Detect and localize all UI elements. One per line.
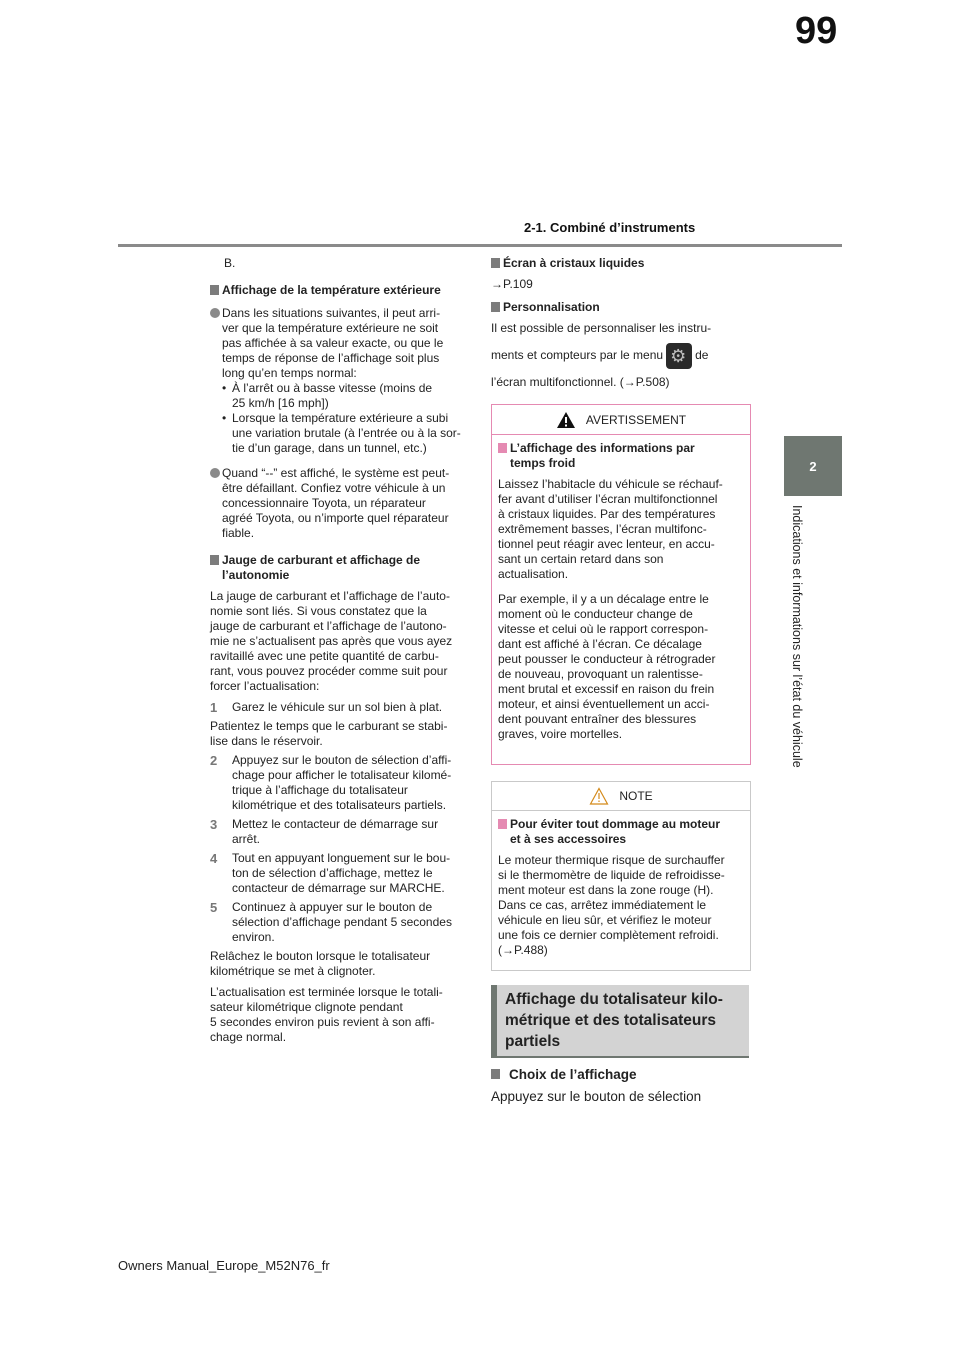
bullet-text: Dans les situations suivantes, il peut arri- ver que la température extérieure ne soit pas affichée à sa valeur exacte, ou que le temps de réponse de l’affichage soit plus long qu’en temps normal: (222, 306, 444, 380)
paragraph-release: Relâchez le bouton lorsque le totalisateur kilométrique se met à clignoter. (210, 949, 431, 978)
heading-lcd (491, 256, 749, 271)
header-rule (118, 244, 842, 247)
step-text: Garez le véhicule sur un sol bien à plat. (232, 700, 443, 714)
dash-text: À l’arrêt ou à basse vitesse (moins de 25 km/h [16 mph]) (232, 381, 433, 410)
dash-item-temp-change: • Lorsque la température extérieure a subi une variation brutale (à l’entrée ou à la sor- tie d’un garage, dans un tunnel, etc.) (222, 411, 461, 455)
section-title: 2-1. Combiné d’instruments (524, 220, 696, 235)
round-bullet-icon (210, 308, 220, 318)
paragraph-done: L’actualisation est terminée lorsque le totali- sateur kilométrique clignote pendant 5 secondes environ puis revient à son affi- chage normal. (210, 985, 443, 1044)
bullet-system-fault (210, 466, 468, 541)
paragraph-fuel: La jauge de carburant et l’affichage de l’auto- nomie sont liés. Si vous constatez que la jauge de carburant et l’affichage de l’autono- mie ne s’actualisent pas après que vous ayez ravitaillé avec une petite quantité de carbu- rant, vous pouvez procéder comme suit pour forcer l’actualisation: (210, 589, 453, 693)
step-text: Tout en appuyant longuement sur le bou- ton de sélection d’affichage, mettez le contacteur de démarrage sur MARCHE. (232, 851, 451, 895)
footer-text: Owners Manual_Europe_M52N76_fr (118, 1258, 330, 1273)
banner-rule (491, 1056, 749, 1058)
heading-text: Affichage de la température extérieure (222, 283, 441, 297)
paragraph-display-choice: Appuyez sur le bouton de sélection (491, 1089, 702, 1104)
warning-title: AVERTISSEMENT (585, 412, 687, 427)
step-text: Mettez le contacteur de démarrage sur arrêt. (232, 817, 439, 846)
heading-text: Choix de l’affichage (509, 1067, 637, 1082)
paragraph-customization-line2 (491, 342, 749, 369)
dash-text: Lorsque la température extérieure a subi une variation brutale (à l’entrée ou à la sor- tie d’un garage, dans un tunnel, etc.) (232, 411, 461, 455)
step-text: Continuez à appuyer sur le bouton de sélection d’affichage pendant 5 secondes environ. (232, 900, 452, 944)
note-title: NOTE (619, 789, 653, 803)
warning-paragraph-1: Laissez l’habitacle du véhicule se réchauf- fer avant d’utiliser l’écran multifonctionnel à cristaux liquides. Par des températures extrêmement basses, l’écran multifonc- tionnel peut réagir avec lenteur, en accu- sant un certain retard dans son actualisation. (498, 477, 723, 581)
step-4: 4 Tout en appuyant longuement sur le bou- ton de sélection d’affichage, mettez le contacteur de démarrage sur MARCHE. (210, 851, 451, 895)
warning-triangle-icon (556, 411, 576, 429)
square-bullet-icon (491, 1069, 500, 1079)
heading-text: Pour éviter tout dommage au moteur et à ses accessoires (510, 817, 721, 846)
square-bullet-icon (210, 555, 219, 565)
round-bullet-icon (210, 468, 220, 478)
step-1: 1 Garez le véhicule sur un sol bien à plat. (210, 700, 443, 715)
right-column-bottom (491, 1064, 749, 1108)
bullet-text: Quand “--” est affiché, le système est peut- être défaillant. Confiez votre véhicule à un concessionnaire Toyota, un réparateur agréé Toyota, ou n’importe quel réparateur fiable. (222, 466, 450, 540)
left-column (210, 256, 468, 1045)
heading-outside-temp (210, 283, 468, 298)
reference-lcd[interactable]: →P.109 (491, 277, 533, 291)
heading-fuel-gauge (210, 553, 468, 583)
note-header (492, 782, 750, 811)
heading-text: Jauge de carburant et affichage de l’autonomie (222, 553, 421, 582)
step-5: 5 Continuez à appuyer sur le bouton de sélection d’affichage pendant 5 secondes environ. (210, 900, 452, 944)
square-bullet-icon (491, 258, 500, 268)
paragraph-wait: Patientez le temps que le carburant se stabi- lise dans le réservoir. (210, 719, 448, 748)
note-box (491, 781, 751, 971)
caution-triangle-icon (589, 787, 609, 805)
intro-text: B. (224, 256, 236, 270)
square-bullet-icon (210, 285, 219, 295)
step-3: 3 Mettez le contacteur de démarrage sur arrêt. (210, 817, 439, 846)
chapter-side-title (784, 505, 804, 785)
warning-header (492, 405, 750, 435)
banner-accent-bar (491, 985, 497, 1057)
chapter-number: 2 (809, 458, 817, 474)
warning-paragraph-2: Par exemple, il y a un décalage entre le moment où le conducteur change de vitesse et celui où le rapport correspon- dant est affiché à l’écran. Ce décalage peut pousser le conducteur à rétrograder de nouveau, provoquant un ralentisse- ment brutal et excessif en raison du frein moteur, et ainsi éventuellement un acci- dent pouvant entraîner des blessures graves, voire mortelles. (498, 592, 716, 741)
step-2: 2 Appuyez sur le bouton de sélection d’affi- chage pour afficher le totalisateur kilomé- trique à l’affichage du totalisateur kilométrique et des totalisateurs partiels. (210, 753, 452, 812)
customization-text-b: de (695, 348, 709, 362)
chapter-tab (784, 436, 842, 496)
note-heading (498, 817, 744, 847)
heading-text: L’affichage des informations par temps froid (510, 441, 695, 470)
square-bullet-icon (491, 302, 500, 312)
right-column-top (491, 256, 749, 390)
dash-item-low-speed: • À l’arrêt ou à basse vitesse (moins de 25 km/h [16 mph]) (222, 381, 433, 410)
chapter-title: Indications et informations sur l’état du véhicule (790, 505, 804, 768)
section-banner (491, 985, 749, 1057)
page-number: 99 (795, 10, 838, 52)
warning-box (491, 404, 751, 765)
paragraph-customization-line1: Il est possible de personnaliser les instru- (491, 321, 712, 335)
customization-text-a: ments et compteurs par le menu (491, 348, 664, 362)
heading-text: Écran à cristaux liquides (503, 256, 645, 270)
paragraph-customization-line3: l’écran multifonctionnel. (→P.508) (491, 374, 670, 389)
heading-display-choice (491, 1064, 749, 1086)
bullet-temp-situations (210, 306, 468, 381)
square-bullet-icon (498, 819, 507, 829)
step-text: Appuyez sur le bouton de sélection d’affi- chage pour afficher le totalisateur kilomé- trique à l’affichage du totalisateur kilométrique et des totalisateurs partiels. (232, 753, 452, 812)
heading-customization (491, 300, 749, 315)
banner-title: Affichage du totalisateur kilo- métrique et des totalisateurs partiels (505, 991, 723, 1050)
heading-text: Personnalisation (503, 300, 600, 314)
warning-heading (498, 441, 744, 471)
note-paragraph: Le moteur thermique risque de surchauffer si le thermomètre de liquide de refroidisse- ment moteur est dans la zone rouge (H). Dans ce cas, arrêtez immédiatement le véhicule en lieu sûr, et vérifiez le moteur une fois ce dernier complètement refroidi. (→P.488) (498, 853, 725, 957)
settings-gear-icon (666, 343, 692, 369)
square-bullet-icon (498, 443, 507, 453)
